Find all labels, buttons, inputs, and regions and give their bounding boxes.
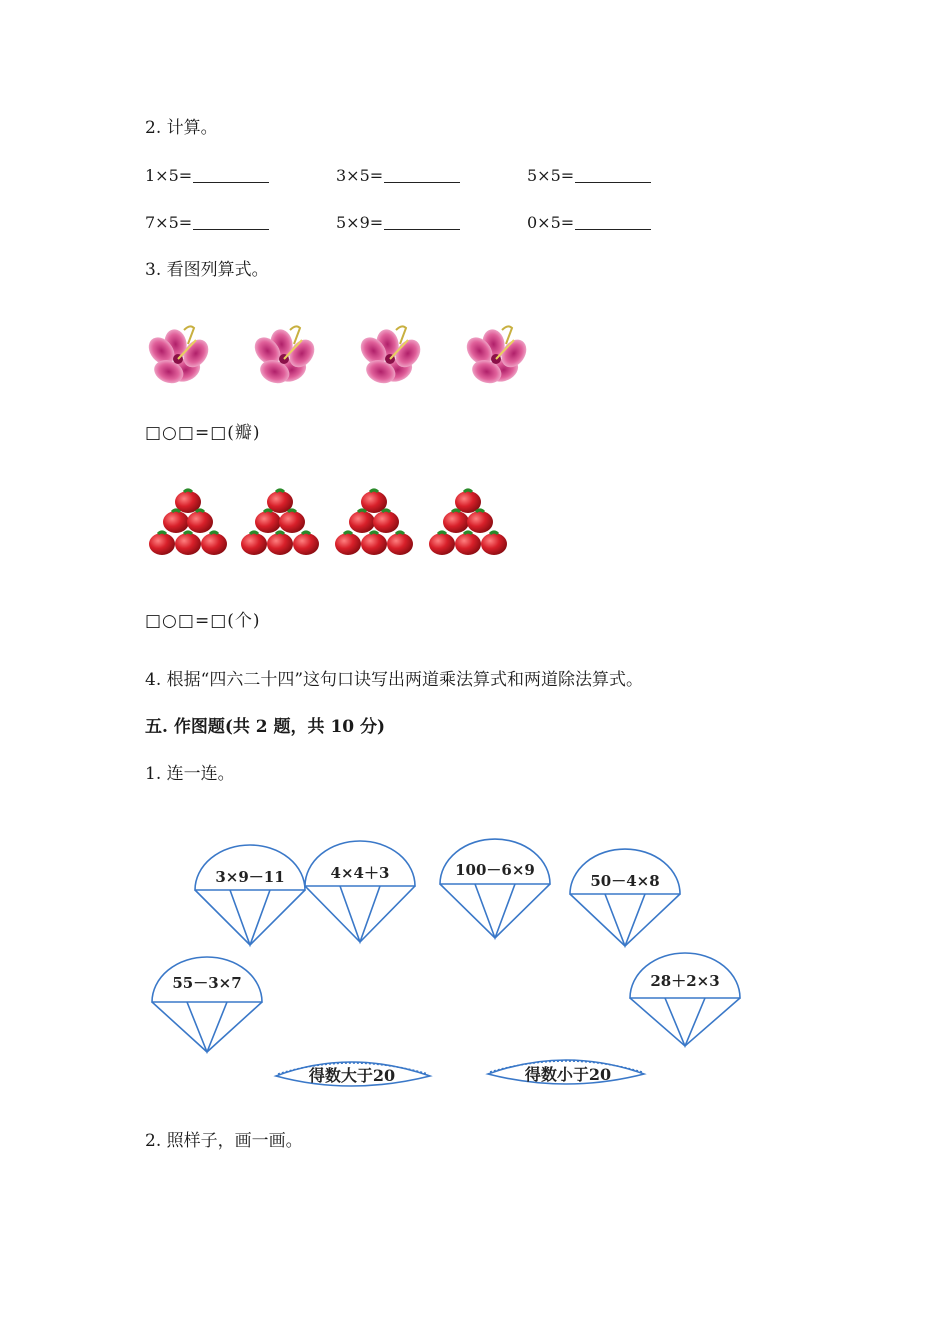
- target-label: 得数大于20: [308, 1066, 396, 1085]
- matching-illustration: [140, 830, 760, 1100]
- parachute[interactable]: [152, 957, 262, 1052]
- calc-item: [527, 165, 651, 187]
- apple-pile-icon: [429, 490, 507, 555]
- calc-expression: 7×5=: [145, 213, 193, 232]
- q5-2-title: 2. 照样子，画一画。: [145, 1131, 303, 1151]
- answer-blank[interactable]: [193, 168, 269, 183]
- apple-pile-icon: [335, 490, 413, 555]
- calc-item: [145, 165, 269, 187]
- parachute-label: 55－3×7: [172, 974, 242, 992]
- parachute-label: 28＋2×3: [650, 972, 720, 990]
- calc-expression: 3×5=: [336, 166, 384, 185]
- flower-formula: □○□=□(瓣): [145, 423, 261, 443]
- apple-pile-icon: [241, 490, 319, 555]
- calc-item: [527, 212, 651, 234]
- calc-expression: 0×5=: [527, 213, 575, 232]
- parachute[interactable]: [570, 849, 680, 946]
- calc-item: [336, 165, 460, 187]
- answer-blank[interactable]: [384, 168, 460, 183]
- parachute[interactable]: [305, 841, 415, 942]
- section5-title: 五. 作图题(共 2 题，共 10 分): [145, 717, 386, 737]
- answer-blank[interactable]: [575, 215, 651, 230]
- parachute-label: 3×9－11: [215, 868, 285, 886]
- parachute-label: 50－4×8: [590, 872, 660, 890]
- apple-formula: □○□=□(个): [145, 611, 261, 631]
- q5-1-title: 1. 连一连。: [145, 764, 235, 784]
- parachute-label: 4×4＋3: [330, 864, 390, 882]
- calc-item: [145, 212, 269, 234]
- target-greater-than-20[interactable]: [276, 1062, 430, 1086]
- q3-title: 3. 看图列算式。: [145, 260, 269, 280]
- parachute[interactable]: [630, 953, 740, 1046]
- answer-blank[interactable]: [193, 215, 269, 230]
- target-label: 得数小于20: [524, 1065, 612, 1084]
- parachute-label: 100－6×9: [455, 861, 535, 879]
- flower-icon: [144, 326, 214, 387]
- target-less-than-20[interactable]: [488, 1060, 644, 1084]
- calc-item: [336, 212, 460, 234]
- answer-blank[interactable]: [575, 168, 651, 183]
- answer-blank[interactable]: [384, 215, 460, 230]
- parachute[interactable]: [195, 845, 305, 945]
- flower-icon: [356, 326, 426, 387]
- calc-expression: 5×5=: [527, 166, 575, 185]
- flowers-illustration: [140, 318, 550, 400]
- calc-expression: 5×9=: [336, 213, 384, 232]
- parachute[interactable]: [440, 839, 550, 938]
- q4-title: 4. 根据“四六二十四”这句口诀写出两道乘法算式和两道除法算式。: [145, 670, 644, 690]
- flower-icon: [250, 326, 320, 387]
- flower-icon: [462, 326, 532, 387]
- apple-pile-icon: [149, 490, 227, 555]
- apples-illustration: [140, 484, 520, 562]
- calc-expression: 1×5=: [145, 166, 193, 185]
- q2-title: 2. 计算。: [145, 118, 218, 138]
